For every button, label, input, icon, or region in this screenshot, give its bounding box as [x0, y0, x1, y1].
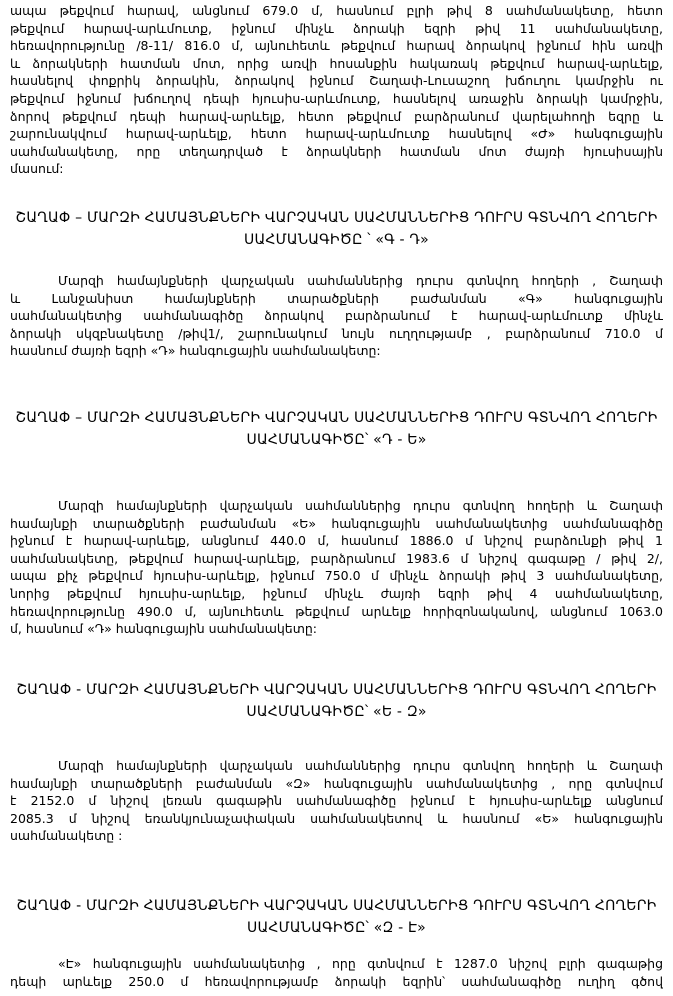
- text-line: հասնում ժայռի եզրի «Դ» հանգուցային սահմանակետը:: [10, 343, 381, 359]
- text-line: նորից թեքվում հյուսիս-արևելք, իջնում մինչև ժայռի եզրի թիվ 4 սահմանակետը,: [10, 585, 663, 601]
- heading-line: ՍԱՀՄԱՆԱԳԻԾԸ՝ «Զ - Է»: [247, 920, 426, 936]
- text-line: հասնելով փոքրիկ ձորակին, ձորակով իջնում Շաղափ-Լուսաշող խճուղու կամրջին ու: [10, 73, 663, 89]
- text-line: հեռավորությունը 490.0 մ, այնուհետև թեքվում արևելք հորիզոնականով, անցնում 1063.0: [10, 603, 663, 619]
- text-line: ձորակի սկզբնակետը /թիվ1/, շարունակում նույն ուղղությամբ , բարձրանում 710.0 մ: [10, 325, 663, 341]
- text-line: սահմանակետը, որը տեղադրված է ձորակների հատման մոտ ժայռի հյուսիսային: [10, 143, 663, 159]
- heading-line: ՍԱՀՄԱՆԱԳԻԾԸ՝ «Դ - Ե»: [246, 432, 427, 448]
- text-line: Մարզի համայնքների վարչական սահմաններից դուրս գտնվող հողերի , Շաղափ: [58, 273, 663, 288]
- paragraph-boundary-continuation: [10, 2, 663, 178]
- paragraph-e-z: [10, 757, 663, 845]
- text-line: հեռավորությունը /8-11/ 816.0 մ, այնուհետև թեքվում հարավ ձորակով իջնում հին առվի: [10, 38, 663, 54]
- text-line: շարունակվում հարավ-արևելք, հետո հարավ-արևմուտք հասնելով «Ժ» հանգուցային: [10, 126, 663, 142]
- text-line: ապա թեքվում հարավ, անցնում 679.0 մ, հասնում բլրի թիվ 8 սահմանակետը, հետո: [10, 3, 663, 18]
- section-heading-d-e: [0, 407, 673, 451]
- heading-line: ՍԱՀՄԱՆԱԳԻԾԸ ՝ «Գ - Դ»: [244, 232, 429, 248]
- text-line: համայնքի տարածքների բաժանման «Ե» հանգուցային սահմանակետից սահմանագիծը: [10, 515, 663, 531]
- text-line: Մարզի համայնքների վարչական սահմաններից դուրս գտնվող հողերի և Շաղափ: [58, 498, 663, 513]
- text-line: թեքվում իջնում խճուղով դեպի հյուսիս-արևմուտք, հասնելով առաջին ձորակի կամրջին,: [10, 90, 663, 106]
- paragraph-z-e: [10, 955, 663, 990]
- text-line: 2085.3 մ նիշով եռանկյունաչափական սահմանակետով և հասնում «Ե» հանգուցային: [10, 810, 663, 826]
- text-line: և Լանջանիստ համայնքների տարածքների բաժանման «Գ» հանգուցային: [10, 290, 663, 306]
- text-line: դեպի արևելք 250.0 մ հեռավորությամբ ձորակի եզրին՝ սահմանագիծը ուղիղ գծով: [10, 973, 663, 989]
- heading-line: ՇԱՂԱՓ – ՄԱՐԶԻ ՀԱՄԱՅՆՔՆԵՐԻ ՎԱՐՉԱԿԱՆ ՍԱՀՄԱՆՆԵՐԻՑ ԴՈՒՐՍ ԳՏՆՎՈՂ ՀՈՂԵՐԻ: [15, 410, 658, 426]
- text-line: Մարզի համայնքների վարչական սահմաններից դուրս գտնվող հողերի և Շաղափ: [58, 758, 663, 773]
- text-line: է 2152.0 մ նիշով լեռան գագաթին սահմանագիծը իջնում է հյուսիս-արևելք անցնում: [10, 793, 663, 809]
- text-line: սահմանակետը, թեքվում հարավ-արևելք, բարձրանում 1983.6 մ նիշով գագաթը / թիվ 2/,: [10, 550, 663, 566]
- text-line: մասում:: [10, 161, 64, 177]
- text-line: և ձորակների հատման մոտ, որից առվի հոսանքին հակառակ թեքվում հարավ-արևելք,: [10, 55, 663, 71]
- text-line: «Է» հանգուցային սահմանակետից , որը գտնվում է 1287.0 նիշով բլրի գագաթից: [58, 956, 663, 971]
- text-line: իջնում է հարավ-արևելք, անցնում 440.0 մ, հասնում 1886.0 մ նիշով բարձունքի թիվ 1: [10, 533, 663, 549]
- text-line: ձորով թեքվում դեպի հարավ-արևելք, հետո թեքվում բարձրանում վարելահողի եզրը և: [10, 108, 663, 124]
- text-line: մ, հասնում «Դ» հանգուցային սահմանակետը:: [10, 621, 318, 637]
- text-line: սահմանակետից սահմանագիծը ձորակով բարձրանում է հարավ-արևմուտք մինչև: [10, 308, 663, 324]
- heading-line: ՇԱՂԱՓ - ՄԱՐԶԻ ՀԱՄԱՅՆՔՆԵՐԻ ՎԱՐՉԱԿԱՆ ՍԱՀՄԱՆՆԵՐԻՑ ԴՈՒՐՍ ԳՏՆՎՈՂ ՀՈՂԵՐԻ: [16, 898, 657, 914]
- section-heading-z-e: [0, 895, 673, 939]
- text-line: համայնքի տարածքների բաժանման «Զ» հանգուցային սահմանակետից , որը գտնվում: [10, 775, 663, 791]
- text-line: սահմանակետը :: [10, 828, 123, 844]
- heading-line: ՍԱՀՄԱՆԱԳԻԾԸ՝ «Ե - Զ»: [246, 704, 427, 720]
- text-line: թեքվում հարավ-արևմուտք, իջնում մինչև ձորակի եզրի թիվ 11 սահմանակետը,: [10, 20, 663, 36]
- text-line: ապա քիչ թեքվում հյուսիս-արևելք, իջնում 750.0 մ մինչև ձորակի թիվ 3 սահմանակետը,: [10, 568, 663, 584]
- section-heading-g-d: [0, 207, 673, 251]
- paragraph-d-e: [10, 497, 663, 638]
- heading-line: ՇԱՂԱՓ - ՄԱՐԶԻ ՀԱՄԱՅՆՔՆԵՐԻ ՎԱՐՉԱԿԱՆ ՍԱՀՄԱՆՆԵՐԻՑ ԴՈՒՐՍ ԳՏՆՎՈՂ ՀՈՂԵՐԻ: [16, 682, 657, 698]
- heading-line: ՇԱՂԱՓ – ՄԱՐԶԻ ՀԱՄԱՅՆՔՆԵՐԻ ՎԱՐՉԱԿԱՆ ՍԱՀՄԱՆՆԵՐԻՑ ԴՈՒՐՍ ԳՏՆՎՈՂ ՀՈՂԵՐԻ: [15, 210, 658, 226]
- paragraph-g-d: [10, 272, 663, 360]
- section-heading-e-z: [0, 679, 673, 723]
